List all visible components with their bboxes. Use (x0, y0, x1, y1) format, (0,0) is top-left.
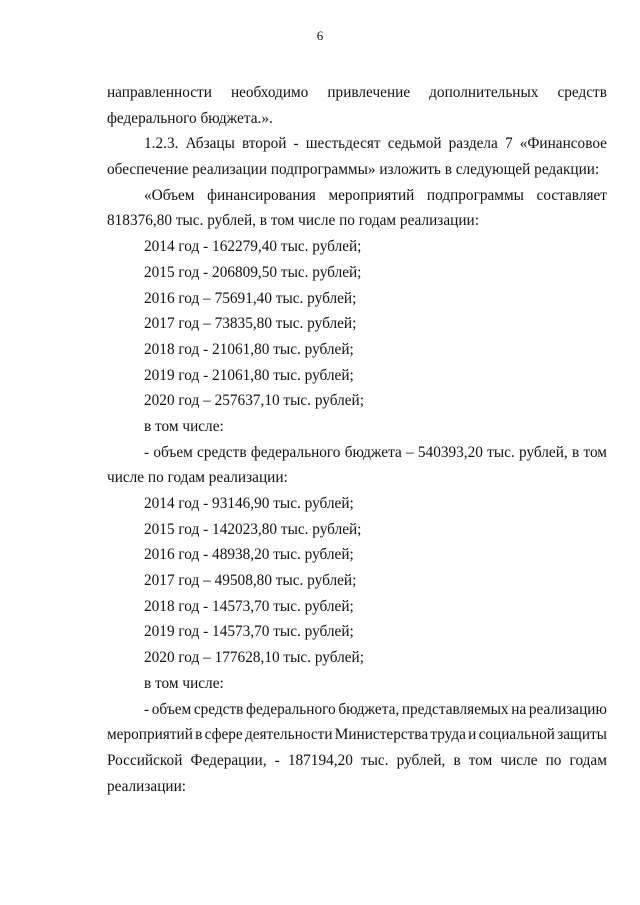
word: мероприятий (328, 186, 415, 204)
word: и (468, 726, 477, 744)
document-body (107, 80, 607, 799)
text-line: 2017 год – 49508,80 тыс. рублей; (144, 572, 357, 590)
text-line (107, 80, 607, 106)
word: бюджета (344, 443, 402, 461)
word: составляет (536, 186, 607, 204)
text-line: 2020 год – 177628,10 тыс. рублей; (144, 649, 364, 667)
word: финансирования (207, 186, 316, 204)
word: федерального (250, 443, 341, 461)
word: - (274, 751, 280, 769)
text-line: 2019 год - 21061,80 тыс. рублей; (144, 366, 354, 384)
word: рублей, (396, 751, 446, 769)
text-line (107, 131, 607, 157)
word: шестьдесят (305, 135, 381, 153)
text-line: 2017 год – 73835,80 тыс. рублей; (144, 315, 357, 333)
word: реализацию (528, 700, 607, 718)
word: «Объем (144, 186, 195, 204)
text-line: 818376,80 тыс. рублей, в том числе по годам реализации: (107, 212, 479, 230)
text-line: 2020 год – 257637,10 тыс. рублей; (144, 392, 364, 410)
word: второй (241, 135, 287, 153)
word: на (511, 700, 527, 718)
text-line: в том числе: (144, 417, 224, 435)
word: 1.2.3. (144, 135, 179, 153)
word: рублей, (519, 443, 568, 461)
word: мероприятий (107, 726, 193, 744)
word: - (144, 443, 150, 461)
word: социальной (478, 726, 555, 744)
word: сфере (204, 726, 243, 744)
word: – (406, 443, 414, 461)
text-line: 2014 год - 162279,40 тыс. рублей; (144, 238, 362, 256)
text-line: 2016 год - 48938,20 тыс. рублей; (144, 546, 354, 564)
word: числе (500, 751, 538, 769)
word: объем (151, 700, 192, 718)
text-line: 2014 год - 93146,90 тыс. рублей; (144, 495, 354, 512)
word: седьмой (387, 135, 442, 153)
text-line: реализации: (107, 777, 187, 795)
text-line (107, 748, 607, 774)
text-line (107, 183, 607, 209)
word: - (144, 700, 150, 718)
text-line: в том числе: (144, 674, 224, 692)
text-line: обеспечение реализации подпрограммы» изложить в следующей редакции: (107, 161, 600, 179)
word: необходимо (230, 84, 309, 101)
text-line: 2019 год - 14573,70 тыс. рублей; (144, 623, 354, 641)
text-line (107, 697, 607, 723)
word: средств (193, 700, 244, 718)
text-line: 2016 год – 75691,40 тыс. рублей; (144, 289, 357, 307)
word: подпрограммы (426, 186, 524, 204)
word: бюджета, (338, 700, 400, 718)
word: 540393,20 (417, 443, 483, 461)
word: 187194,20 (287, 751, 353, 769)
word: привлечение (327, 84, 411, 101)
text-line (107, 722, 607, 748)
word: Абзацы (185, 135, 235, 153)
word: в (453, 751, 461, 769)
word: по (545, 751, 562, 769)
text-line: федерального бюджета.». (107, 109, 273, 127)
text-line: 2018 год - 14573,70 тыс. рублей; (144, 597, 354, 615)
word: тыс. (487, 443, 515, 461)
word: федерального (246, 700, 336, 718)
text-line: 2018 год - 21061,80 тыс. рублей; (144, 340, 354, 358)
word: том (468, 751, 493, 769)
word: представляемых (401, 700, 509, 718)
text-line (107, 440, 607, 466)
word: «Финансовое (519, 135, 607, 153)
word: в (195, 726, 203, 744)
word: защиты (557, 726, 607, 744)
word: средств (557, 84, 607, 101)
word: Министерства (334, 726, 429, 744)
text-line: числе по годам реализации: (107, 469, 288, 487)
word: тыс. (360, 751, 389, 769)
word: труда (430, 726, 466, 744)
word: деятельности (244, 726, 333, 744)
word: объем (153, 443, 193, 461)
word: Федерации, (190, 751, 267, 769)
page-number: 6 (316, 28, 324, 43)
word: дополнительных (429, 84, 539, 101)
word: раздела (448, 135, 498, 153)
word: годам (569, 751, 607, 769)
word: том (583, 443, 607, 461)
text-line: 2015 год - 206809,50 тыс. рублей; (144, 263, 362, 281)
word: в (571, 443, 580, 461)
word: - (293, 135, 299, 153)
word: 7 (504, 135, 513, 153)
word: направленности (107, 84, 212, 101)
word: средств (197, 443, 247, 461)
word: Российской (107, 751, 183, 769)
text-line: 2015 год - 142023,80 тыс. рублей; (144, 520, 362, 538)
